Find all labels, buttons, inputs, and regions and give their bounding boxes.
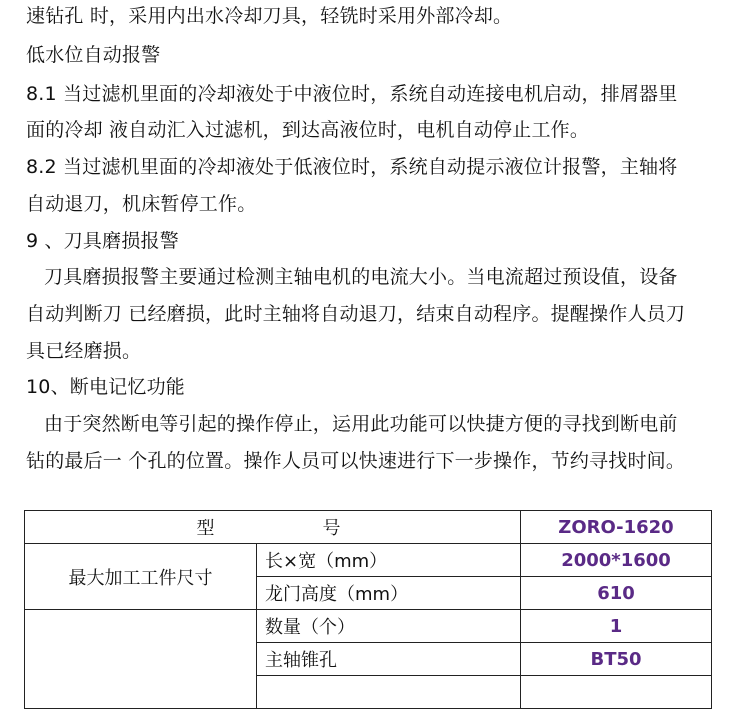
table-row-label: 龙门高度（mm） (257, 577, 521, 610)
table-group-label: 最大加工工件尺寸 (25, 544, 257, 610)
table-row-label: 数量（个） (257, 610, 521, 643)
table-row-value: 610 (521, 577, 712, 610)
table-row-label (257, 676, 521, 709)
paragraph-line: 由于突然断电等引起的操作停止，运用此功能可以快捷方便的寻找到断电前 (44, 413, 678, 435)
section-heading: 9 、刀具磨损报警 (26, 230, 179, 252)
table-group-empty (25, 610, 257, 709)
section-heading: 低水位自动报警 (26, 44, 161, 66)
table-row-value (521, 676, 712, 709)
paragraph-line: 速钻孔 时，采用内出水冷却刀具，轻铣时采用外部冷却。 (26, 5, 513, 27)
paragraph-line: 8.1 当过滤机里面的冷却液处于中液位时，系统自动连接电机启动，排屑器里 (26, 83, 678, 105)
spec-table (24, 510, 712, 709)
table-header-label: 型号 (25, 511, 521, 544)
table-row (25, 610, 712, 643)
table-row-value: BT50 (521, 643, 712, 676)
paragraph-line: 刀具磨损报警主要通过检测主轴电机的电流大小。当电流超过预设值，设备 (44, 266, 678, 288)
table-row-label: 主轴锥孔 (257, 643, 521, 676)
section-heading: 10、断电记忆功能 (26, 376, 185, 398)
paragraph-line: 具已经磨损。 (26, 340, 142, 362)
paragraph-line: 钻的最后一 个孔的位置。操作人员可以快速进行下一步操作，节约寻找时间。 (26, 450, 686, 472)
table-row (25, 511, 712, 544)
table-header-value: ZORO-1620 (521, 511, 712, 544)
table-row (25, 544, 712, 577)
table-row-value: 1 (521, 610, 712, 643)
paragraph-line: 自动判断刀 已经磨损，此时主轴将自动退刀，结束自动程序。提醒操作人员刀 (26, 303, 686, 325)
table-row-label: 长×宽（mm） (257, 544, 521, 577)
paragraph-line: 面的冷却 液自动汇入过滤机，到达高液位时，电机自动停止工作。 (26, 119, 590, 141)
paragraph-line: 自动退刀，机床暂停工作。 (26, 193, 257, 215)
table-row-value: 2000*1600 (521, 544, 712, 577)
paragraph-line: 8.2 当过滤机里面的冷却液处于低液位时，系统自动提示液位计报警，主轴将 (26, 156, 678, 178)
